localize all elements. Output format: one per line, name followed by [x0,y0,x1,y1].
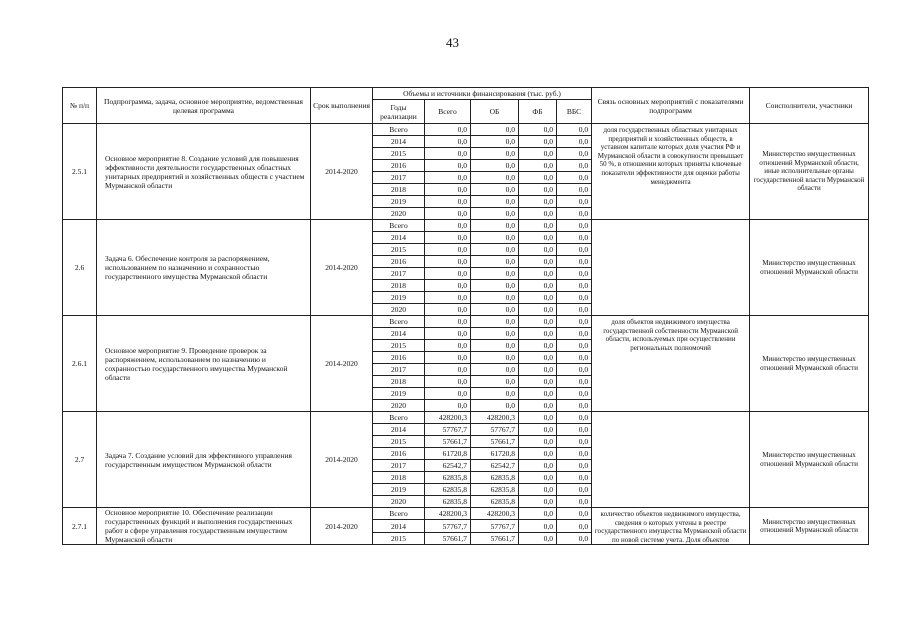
table-row [63,220,869,232]
ob-cell: 0,0 [471,304,519,316]
ob-cell: 0,0 [471,280,519,292]
program-table [62,87,869,545]
year-cell: 2019 [373,196,425,208]
ob-cell: 57661,7 [471,532,519,544]
vbs-cell: 0,0 [557,508,592,520]
indicator-link: доля объектов недвижимого имущества государственной собственности Мурманской области, используемых при осуществлении региональных полномочий [592,316,750,412]
ob-cell: 0,0 [471,184,519,196]
vbs-cell: 0,0 [557,268,592,280]
section-description: Задача 6. Обеспечение контроля за распоряжением, использованием по назначению и сохранностью государственного имущества Мурманской области [97,220,311,316]
total-cell: 0,0 [425,124,471,136]
ob-cell: 0,0 [471,220,519,232]
co-executors: Министерство имущественных отношений Мурманской области [750,508,869,545]
total-cell: 57767,7 [425,520,471,532]
co-executors: Министерство имущественных отношений Мурманской области, иные исполнительные органы государственной власти Мурманской области [750,124,869,220]
vbs-cell: 0,0 [557,532,592,544]
fb-cell: 0,0 [519,400,557,412]
header-vbs: ВБС [557,100,592,124]
co-executors: Министерство имущественных отношений Мурманской области [750,316,869,412]
year-cell: 2017 [373,268,425,280]
section-description: Основное мероприятие 8. Создание условий для повышения эффективности деятельности государственных областных унитарных предприятий и хозяйственных обществ с участием Мурманской области [97,124,311,220]
vbs-cell: 0,0 [557,364,592,376]
vbs-cell: 0,0 [557,376,592,388]
ob-cell: 0,0 [471,340,519,352]
vbs-cell: 0,0 [557,304,592,316]
fb-cell: 0,0 [519,172,557,184]
year-cell: 2015 [373,148,425,160]
fb-cell: 0,0 [519,412,557,424]
vbs-cell: 0,0 [557,232,592,244]
section-period: 2014-2020 [311,316,373,412]
fb-cell: 0,0 [519,352,557,364]
vbs-cell: 0,0 [557,340,592,352]
ob-cell: 0,0 [471,136,519,148]
section-description: Основное мероприятие 9. Проведение проверок за распоряжением, использованием по назначению и сохранностью государственного имущества Мурманской области [97,316,311,412]
ob-cell: 57767,7 [471,520,519,532]
fb-cell: 0,0 [519,244,557,256]
total-cell: 0,0 [425,400,471,412]
fb-cell: 0,0 [519,208,557,220]
section-period: 2014-2020 [311,412,373,508]
vbs-cell: 0,0 [557,520,592,532]
year-cell: 2018 [373,376,425,388]
header-coexec: Соисполнители, участники [750,88,869,124]
fb-cell: 0,0 [519,376,557,388]
total-cell: 0,0 [425,184,471,196]
total-cell: 0,0 [425,388,471,400]
vbs-cell: 0,0 [557,136,592,148]
total-cell: 0,0 [425,244,471,256]
ob-cell: 62542,7 [471,460,519,472]
indicator-link: количество объектов недвижимого имущества, сведения о которых учтены в реестре государственного имущества Мурманской области по новой системе учета. Доля объектов [592,508,750,545]
ob-cell: 0,0 [471,268,519,280]
ob-cell: 428200,3 [471,412,519,424]
year-cell: 2017 [373,364,425,376]
table-row [63,316,869,328]
year-cell: Всего [373,316,425,328]
year-cell: 2020 [373,208,425,220]
ob-cell: 0,0 [471,256,519,268]
header-ob: ОБ [471,100,519,124]
year-cell: 2017 [373,460,425,472]
year-cell: Всего [373,412,425,424]
year-cell: 2014 [373,424,425,436]
total-cell: 0,0 [425,316,471,328]
total-cell: 0,0 [425,172,471,184]
ob-cell: 0,0 [471,160,519,172]
fb-cell: 0,0 [519,508,557,520]
total-cell: 57661,7 [425,436,471,448]
year-cell: 2015 [373,340,425,352]
vbs-cell: 0,0 [557,448,592,460]
ob-cell: 62835,8 [471,484,519,496]
table-row [63,412,869,424]
ob-cell: 0,0 [471,292,519,304]
total-cell: 428200,3 [425,412,471,424]
fb-cell: 0,0 [519,364,557,376]
fb-cell: 0,0 [519,148,557,160]
total-cell: 428200,3 [425,508,471,520]
total-cell: 0,0 [425,304,471,316]
fb-cell: 0,0 [519,256,557,268]
fb-cell: 0,0 [519,340,557,352]
ob-cell: 0,0 [471,232,519,244]
fb-cell: 0,0 [519,448,557,460]
total-cell: 0,0 [425,280,471,292]
year-cell: 2019 [373,484,425,496]
section-number: 2.6.1 [63,316,97,412]
fb-cell: 0,0 [519,316,557,328]
vbs-cell: 0,0 [557,316,592,328]
section-number: 2.6 [63,220,97,316]
fb-cell: 0,0 [519,184,557,196]
vbs-cell: 0,0 [557,472,592,484]
fb-cell: 0,0 [519,232,557,244]
table-row [63,124,869,136]
total-cell: 0,0 [425,364,471,376]
total-cell: 62542,7 [425,460,471,472]
ob-cell: 0,0 [471,352,519,364]
fb-cell: 0,0 [519,472,557,484]
ob-cell: 62835,8 [471,472,519,484]
vbs-cell: 0,0 [557,244,592,256]
total-cell: 0,0 [425,148,471,160]
section-description: Задача 7. Создание условий для эффективного управления государственным имуществом Мурманской области [97,412,311,508]
total-cell: 0,0 [425,292,471,304]
year-cell: 2015 [373,436,425,448]
section-description: Основное мероприятие 10. Обеспечение реализации государственных функций и выполнения государственных работ в сфере управления государственным имуществом Мурманской области [97,508,311,545]
year-cell: 2014 [373,520,425,532]
fb-cell: 0,0 [519,328,557,340]
fb-cell: 0,0 [519,424,557,436]
year-cell: 2016 [373,448,425,460]
fb-cell: 0,0 [519,460,557,472]
ob-cell: 0,0 [471,208,519,220]
total-cell: 61720,8 [425,448,471,460]
vbs-cell: 0,0 [557,220,592,232]
header-num: № п/п [63,88,97,124]
total-cell: 62835,8 [425,472,471,484]
vbs-cell: 0,0 [557,436,592,448]
year-cell: Всего [373,220,425,232]
total-cell: 57661,7 [425,532,471,544]
vbs-cell: 0,0 [557,328,592,340]
vbs-cell: 0,0 [557,496,592,508]
year-cell: 2017 [373,172,425,184]
vbs-cell: 0,0 [557,412,592,424]
indicator-link [592,220,750,316]
section-period: 2014-2020 [311,220,373,316]
total-cell: 0,0 [425,220,471,232]
table-body [63,124,869,545]
co-executors: Министерство имущественных отношений Мурманской области [750,412,869,508]
vbs-cell: 0,0 [557,160,592,172]
ob-cell: 0,0 [471,400,519,412]
ob-cell: 57661,7 [471,436,519,448]
year-cell: 2016 [373,160,425,172]
fb-cell: 0,0 [519,388,557,400]
vbs-cell: 0,0 [557,292,592,304]
vbs-cell: 0,0 [557,484,592,496]
vbs-cell: 0,0 [557,460,592,472]
total-cell: 0,0 [425,340,471,352]
total-cell: 57767,7 [425,424,471,436]
header-srok: Срок выполнения [311,88,373,124]
fb-cell: 0,0 [519,220,557,232]
total-cell: 0,0 [425,208,471,220]
header-subprogram: Подпрограмма, задача, основное мероприятие, ведомственная целевая программа [97,88,311,124]
total-cell: 62835,8 [425,484,471,496]
total-cell: 0,0 [425,160,471,172]
header-total: Всего [425,100,471,124]
fb-cell: 0,0 [519,496,557,508]
fb-cell: 0,0 [519,484,557,496]
ob-cell: 0,0 [471,172,519,184]
total-cell: 0,0 [425,376,471,388]
total-cell: 0,0 [425,352,471,364]
co-executors: Министерство имущественных отношений Мурманской области [750,220,869,316]
ob-cell: 0,0 [471,148,519,160]
vbs-cell: 0,0 [557,256,592,268]
ob-cell: 0,0 [471,388,519,400]
header-fb: ФБ [519,100,557,124]
indicator-link [592,412,750,508]
vbs-cell: 0,0 [557,148,592,160]
vbs-cell: 0,0 [557,352,592,364]
fb-cell: 0,0 [519,532,557,544]
fb-cell: 0,0 [519,124,557,136]
fb-cell: 0,0 [519,196,557,208]
year-cell: 2018 [373,280,425,292]
total-cell: 0,0 [425,136,471,148]
year-cell: 2018 [373,472,425,484]
fb-cell: 0,0 [519,136,557,148]
vbs-cell: 0,0 [557,172,592,184]
fb-cell: 0,0 [519,160,557,172]
vbs-cell: 0,0 [557,400,592,412]
vbs-cell: 0,0 [557,196,592,208]
vbs-cell: 0,0 [557,124,592,136]
ob-cell: 62835,8 [471,496,519,508]
fb-cell: 0,0 [519,436,557,448]
year-cell: 2015 [373,532,425,544]
header-years: Годы реализации [373,100,425,124]
fb-cell: 0,0 [519,292,557,304]
ob-cell: 57767,7 [471,424,519,436]
total-cell: 0,0 [425,256,471,268]
year-cell: Всего [373,124,425,136]
ob-cell: 0,0 [471,124,519,136]
year-cell: 2019 [373,292,425,304]
fb-cell: 0,0 [519,520,557,532]
vbs-cell: 0,0 [557,280,592,292]
year-cell: 2014 [373,136,425,148]
total-cell: 0,0 [425,232,471,244]
ob-cell: 0,0 [471,316,519,328]
fb-cell: 0,0 [519,280,557,292]
year-cell: 2014 [373,232,425,244]
vbs-cell: 0,0 [557,388,592,400]
section-number: 2.7.1 [63,508,97,545]
ob-cell: 0,0 [471,376,519,388]
total-cell: 0,0 [425,328,471,340]
page-number: 43 [446,35,459,50]
ob-cell: 0,0 [471,196,519,208]
section-number: 2.5.1 [63,124,97,220]
year-cell: 2020 [373,304,425,316]
year-cell: 2016 [373,256,425,268]
section-number: 2.7 [63,412,97,508]
table-row [63,508,869,520]
vbs-cell: 0,0 [557,424,592,436]
fb-cell: 0,0 [519,268,557,280]
year-cell: 2018 [373,184,425,196]
year-cell: Всего [373,508,425,520]
section-period: 2014-2020 [311,124,373,220]
year-cell: 2019 [373,388,425,400]
header-funding: Объемы и источники финансирования (тыс. руб.) [373,88,592,100]
total-cell: 0,0 [425,268,471,280]
year-cell: 2014 [373,328,425,340]
vbs-cell: 0,0 [557,184,592,196]
total-cell: 0,0 [425,196,471,208]
year-cell: 2020 [373,496,425,508]
fb-cell: 0,0 [519,304,557,316]
ob-cell: 0,0 [471,364,519,376]
ob-cell: 0,0 [471,328,519,340]
vbs-cell: 0,0 [557,208,592,220]
ob-cell: 428200,3 [471,508,519,520]
ob-cell: 0,0 [471,244,519,256]
header-link: Связь основных мероприятий с показателями подпрограмм [592,88,750,124]
total-cell: 62835,8 [425,496,471,508]
year-cell: 2015 [373,244,425,256]
ob-cell: 61720,8 [471,448,519,460]
indicator-link: доля государственных областных унитарных предприятий и хозяйственных обществ, в уставном капитале которых доля участия РФ и Мурманской области в совокупности превышает 50 %, в отношении которых приняты ключевые показатели эффективности для оценки работы менеджмента [592,124,750,220]
year-cell: 2020 [373,400,425,412]
year-cell: 2016 [373,352,425,364]
section-period: 2014-2020 [311,508,373,545]
